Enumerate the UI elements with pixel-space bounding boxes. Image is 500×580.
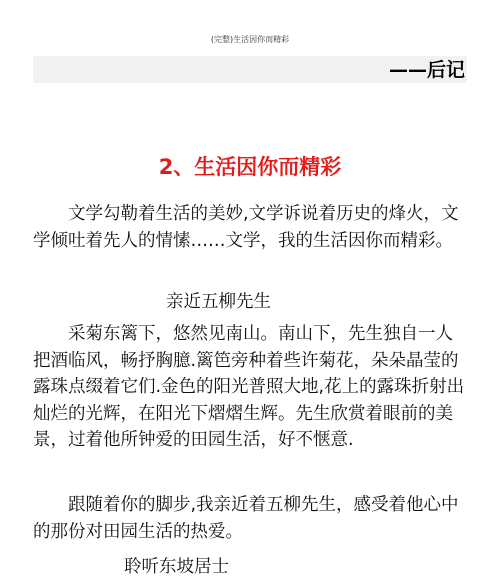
header-band-label: ——后记 <box>388 59 465 81</box>
section-heading: 亲近五柳先生 <box>166 292 271 312</box>
running-header: (完整)生活因你而精彩 <box>210 35 290 44</box>
body-paragraph: 采菊东篱下，悠然见南山。南山下，先生独自一人把酒临风，畅抒胸臆.篱笆旁种着些许菊花，朵朵晶莹的露珠点缀着它们.金色的阳光普照大地,花上的露珠折射出灿烂的光辉，在阳光下熠熠生辉。先生欣赏着眼前的美景，过着他所钟爱的田园生活，好不惬意. <box>33 324 465 450</box>
essay-title: 2、生活因你而精彩 <box>158 155 342 179</box>
header-band <box>33 56 467 83</box>
intro-paragraph: 文学勾勒着生活的美妙,文学诉说着历史的烽火，文学倾吐着先人的情愫……文学，我的生活因你而精彩。 <box>33 204 459 251</box>
body-paragraph: 跟随着你的脚步,我亲近着五柳先生，感受着他心中的那份对田园生活的热爱。 <box>33 495 459 542</box>
section-heading: 聆听东坡居士 <box>124 557 229 577</box>
